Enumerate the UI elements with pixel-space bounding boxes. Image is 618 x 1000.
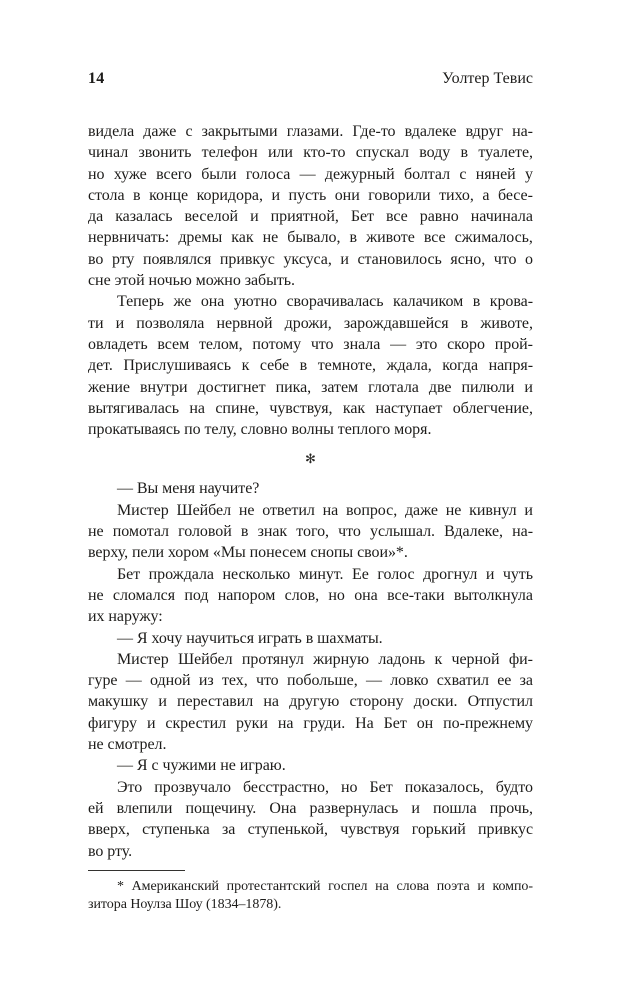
word: у [525,165,533,183]
word: горький [411,821,466,839]
word: ступенькой, [247,821,328,839]
word: и [411,799,420,817]
text-line [88,691,533,712]
word: она [200,293,225,311]
text-column [88,121,533,915]
text-line [88,521,533,542]
text-line: верху, пели хором «Мы понесем снопы свои»*. [88,544,408,562]
word: из [198,672,214,690]
word: дежурный [324,165,395,183]
text-line [88,121,533,142]
word: пилюли [461,378,515,396]
text-line [88,798,533,819]
word: хуже [113,165,147,183]
paragraph [88,777,533,862]
word: и [250,208,259,226]
word: Бет [383,714,407,732]
word: с [459,165,467,183]
word: это [415,335,438,353]
word: нервной [216,314,273,332]
text-line [88,206,533,227]
word: все [423,229,446,247]
word: чувствуя [340,821,400,839]
word: и [146,714,156,732]
word: воду [419,144,451,162]
paragraph [88,649,533,755]
text-line: их наружу: [88,608,163,626]
paragraph [88,628,533,649]
footnote-lines [88,878,533,915]
paragraph [88,564,533,628]
word: приятной, [270,208,339,226]
word: все [386,208,408,226]
word: и [485,565,495,583]
word: сломался [112,586,176,604]
word: Мистер [117,501,169,519]
word: будто [495,778,533,796]
word: что [493,250,517,268]
word: ладонь [378,650,426,668]
word: ловко [390,672,429,690]
word: глотала [368,378,419,396]
word: влепили [116,799,173,817]
word: показалось, [404,778,484,796]
word: услышал. [370,523,435,541]
word: тихо, [439,186,474,204]
word: спускал [355,144,409,162]
page-header [88,70,533,88]
word: — [365,672,382,690]
word: Американский [131,878,219,894]
word: а [482,186,490,204]
word: сторону [349,693,404,711]
word: чуть [502,565,533,583]
word: на [375,878,389,894]
word: другую [289,693,340,711]
word: госпел [328,878,368,894]
word: скоро [447,335,485,353]
word: переставил [177,693,254,711]
word: две [428,378,452,396]
word: вытягивалась [88,399,180,417]
word: но [341,778,358,796]
word: облегчение, [452,399,533,417]
word: достигнет [197,378,266,396]
paragraph [88,121,533,291]
word: нервничать: [88,229,170,247]
word: дрогнул [423,565,478,583]
running-head-author: Уолтер Тевис [442,70,533,87]
word: в [133,186,141,204]
word: побольше, [286,672,358,690]
word: головой [178,523,232,541]
word: Отпустил [467,693,533,711]
word: позволяла [136,314,205,332]
section-divider [88,440,533,478]
word: гуре [88,672,118,690]
text-line [88,585,533,606]
word: под [184,586,209,604]
word: * [117,878,124,894]
word: рту [111,250,135,268]
word: черной [451,650,500,668]
word: были [201,165,237,183]
word: на [263,693,279,711]
word: голос [377,565,415,583]
word: спине, [215,399,259,417]
word: привкус [478,821,533,839]
word: когда [442,357,479,375]
word: Прислушиваясь [123,357,232,375]
word: чувствуя, [269,399,333,417]
text-line: не смотрел. [88,736,167,754]
word: одной [150,672,191,690]
word: внутри [139,378,188,396]
word: Бет [117,565,141,583]
word: ей [88,799,104,817]
word: ответил [262,501,315,519]
word: зарождавшейся [343,314,449,332]
word: ступенька [142,821,210,839]
word: голоса [245,165,291,183]
word: к [434,650,443,668]
word: что [255,672,279,690]
word: ее [497,672,512,690]
word: вверх, [88,821,130,839]
word: крова- [489,293,533,311]
word: кто-то [303,144,346,162]
word: ти [88,314,104,332]
word: она [354,586,378,604]
paragraph [88,755,533,776]
word: всем [157,335,190,353]
word: вдалеке [404,123,457,140]
text-line [88,249,533,270]
word: ждала, [386,357,432,375]
word: На [355,714,374,732]
text-line [88,819,533,840]
paragraph [88,291,533,440]
word: же [173,293,192,311]
page-number: 14 [88,70,105,87]
text-line: зитора Ноулза Шоу (1834–1878). [88,897,282,913]
word: минут. [298,565,344,583]
text-line [88,377,533,398]
word: поэта [436,878,470,894]
text-line [88,500,533,521]
word: слов, [284,586,320,604]
word: туалете, [478,144,533,162]
word: того, [296,523,329,541]
text-line [88,398,533,419]
footnote [88,870,533,915]
text-line [88,313,533,334]
word: несколько [222,565,291,583]
word: на [189,399,205,417]
text-line [88,185,533,206]
word: знала [343,335,381,353]
paragraph [88,478,533,499]
word: овладеть [88,335,148,353]
text-line [88,355,533,376]
word: калачиком [393,293,464,311]
word: он [416,714,434,732]
word: сворачивалась [286,293,384,311]
word: — [390,335,407,353]
word: тех, [221,672,248,690]
word: наступает [375,399,443,417]
text-line [88,713,533,734]
word: — [125,672,142,690]
word: сжималось, [454,229,533,247]
word: Шейбел [176,501,232,519]
word: кивнул [469,501,517,519]
word: животе, [480,314,533,332]
word: руки [235,714,268,732]
word: закрытыми [201,123,278,140]
word: протянул [241,650,304,668]
text-line: прокатываясь по телу, словно волны теплого моря. [88,421,432,439]
word: по-прежнему [443,714,533,732]
word: схватил [436,672,489,690]
word: прождала [148,565,214,583]
text-line [88,878,533,897]
word: глазами. [286,123,344,140]
word: пика, [275,378,312,396]
word: на [277,714,294,732]
word: груди. [303,714,346,732]
word: знак [257,523,288,541]
word: и [115,314,125,332]
word: жирную [313,650,369,668]
word: веселой [184,208,239,226]
word: пусть [288,186,327,204]
word: но [88,165,105,183]
word: телом, [198,335,243,353]
word: и [158,693,167,711]
word: всего [156,165,192,183]
word: вдруг [465,123,503,140]
word: но [328,586,345,604]
word: Где-то [352,123,396,140]
word: прочь, [489,799,533,817]
text-line: — Вы меня научите? [117,480,260,498]
word: в [240,523,249,541]
word: дет. [88,357,113,375]
word: Она [269,799,297,817]
word: видела [88,123,135,140]
text-line [88,142,533,163]
word: в [460,314,469,332]
word: животе [366,229,415,247]
word: на [322,501,339,519]
word: вопрос, [345,501,398,519]
word: темноте, [317,357,376,375]
word: даже [404,501,438,519]
word: болтал [404,165,451,183]
word: ясно, [450,250,486,268]
text-line: — Я хочу научиться играть в шахматы. [117,629,383,647]
text-line [88,164,533,185]
word: или [267,144,293,162]
word: конце [149,186,189,204]
word: Ее [352,565,369,583]
word: бесе- [497,186,533,204]
word: Мистер [117,650,169,668]
word: жение [88,378,130,396]
word: и [340,250,349,268]
word: за [221,821,236,839]
word: как [342,399,366,417]
word: в [460,144,469,162]
word: становилось [357,250,442,268]
word: да [88,208,104,226]
word: начинала [470,208,533,226]
word: как [231,229,254,247]
word: пошла [432,799,477,817]
word: Теперь [117,293,164,311]
footnote-rule [88,870,185,871]
word: о [525,250,533,268]
word: Вдалеке, [444,523,503,541]
word: няней [475,165,516,183]
word: равно [419,208,459,226]
word: вытолкнула [453,586,533,604]
word: уютно [233,293,277,311]
word: и [271,186,280,204]
word: фигуру [88,714,137,732]
word: появлялся [142,250,212,268]
word: привкус [219,250,275,268]
word: Это [117,778,143,796]
word: развернулась [309,799,399,817]
word: напором [217,586,276,604]
word: казалась [115,208,173,226]
text-line [88,670,533,691]
text-line [88,649,533,670]
word: не [88,586,104,604]
word: даже [143,123,177,140]
text-line: во рту. [88,842,133,860]
word: помотал [112,523,169,541]
word: с [185,123,193,140]
word: бесстрастно, [242,778,329,796]
paragraph [88,500,533,564]
word: в [349,229,358,247]
word: прозвучало [154,778,231,796]
word: протестантский [226,878,321,894]
word: себе [259,357,290,375]
word: бывало, [287,229,341,247]
word: доски. [413,693,458,711]
word: и [524,501,533,519]
word: телефон [201,144,258,162]
word: во [88,250,104,268]
text-line [88,777,533,798]
word: макушку [88,693,149,711]
word: коридора, [196,186,263,204]
word: говорили [368,186,431,204]
word: дремы [178,229,223,247]
text-line [88,564,533,585]
text-line: сне этой ночью можно забыть. [88,272,295,290]
word: Шейбел [178,650,233,668]
word: на- [512,123,533,140]
word: потому [252,335,302,353]
text-line [88,291,533,312]
word: слова [396,878,430,894]
text-line [88,334,533,355]
word: уксуса, [283,250,332,268]
word: напря- [488,357,533,375]
word: звонить [138,144,192,162]
text-line [88,227,533,248]
word: прой- [494,335,533,353]
text-line: — Я с чужими не играю. [117,757,286,775]
word: что [310,335,334,353]
word: чинал [88,144,129,162]
asterisk-ornament-icon: ✻ [305,451,316,467]
word: компо- [492,878,533,894]
word: не [445,501,462,519]
word: за [519,672,533,690]
word: в [472,293,481,311]
text-block [88,121,533,862]
word: не [262,229,279,247]
word: в [299,357,308,375]
word: не [88,523,104,541]
word: что [338,523,361,541]
word: Бет [350,208,374,226]
word: и [524,378,533,396]
word: не [238,501,255,519]
word: они [334,186,360,204]
word: на- [512,523,533,541]
word: стола [88,186,125,204]
word: фи- [508,650,533,668]
word: скрестил [165,714,227,732]
word: все-таки [387,586,445,604]
word: к [241,357,250,375]
word: пощечину. [185,799,257,817]
word: и [477,878,485,894]
word: Бет [369,778,393,796]
word: затем [321,378,359,396]
word: дрожи, [284,314,332,332]
word: — [299,165,316,183]
